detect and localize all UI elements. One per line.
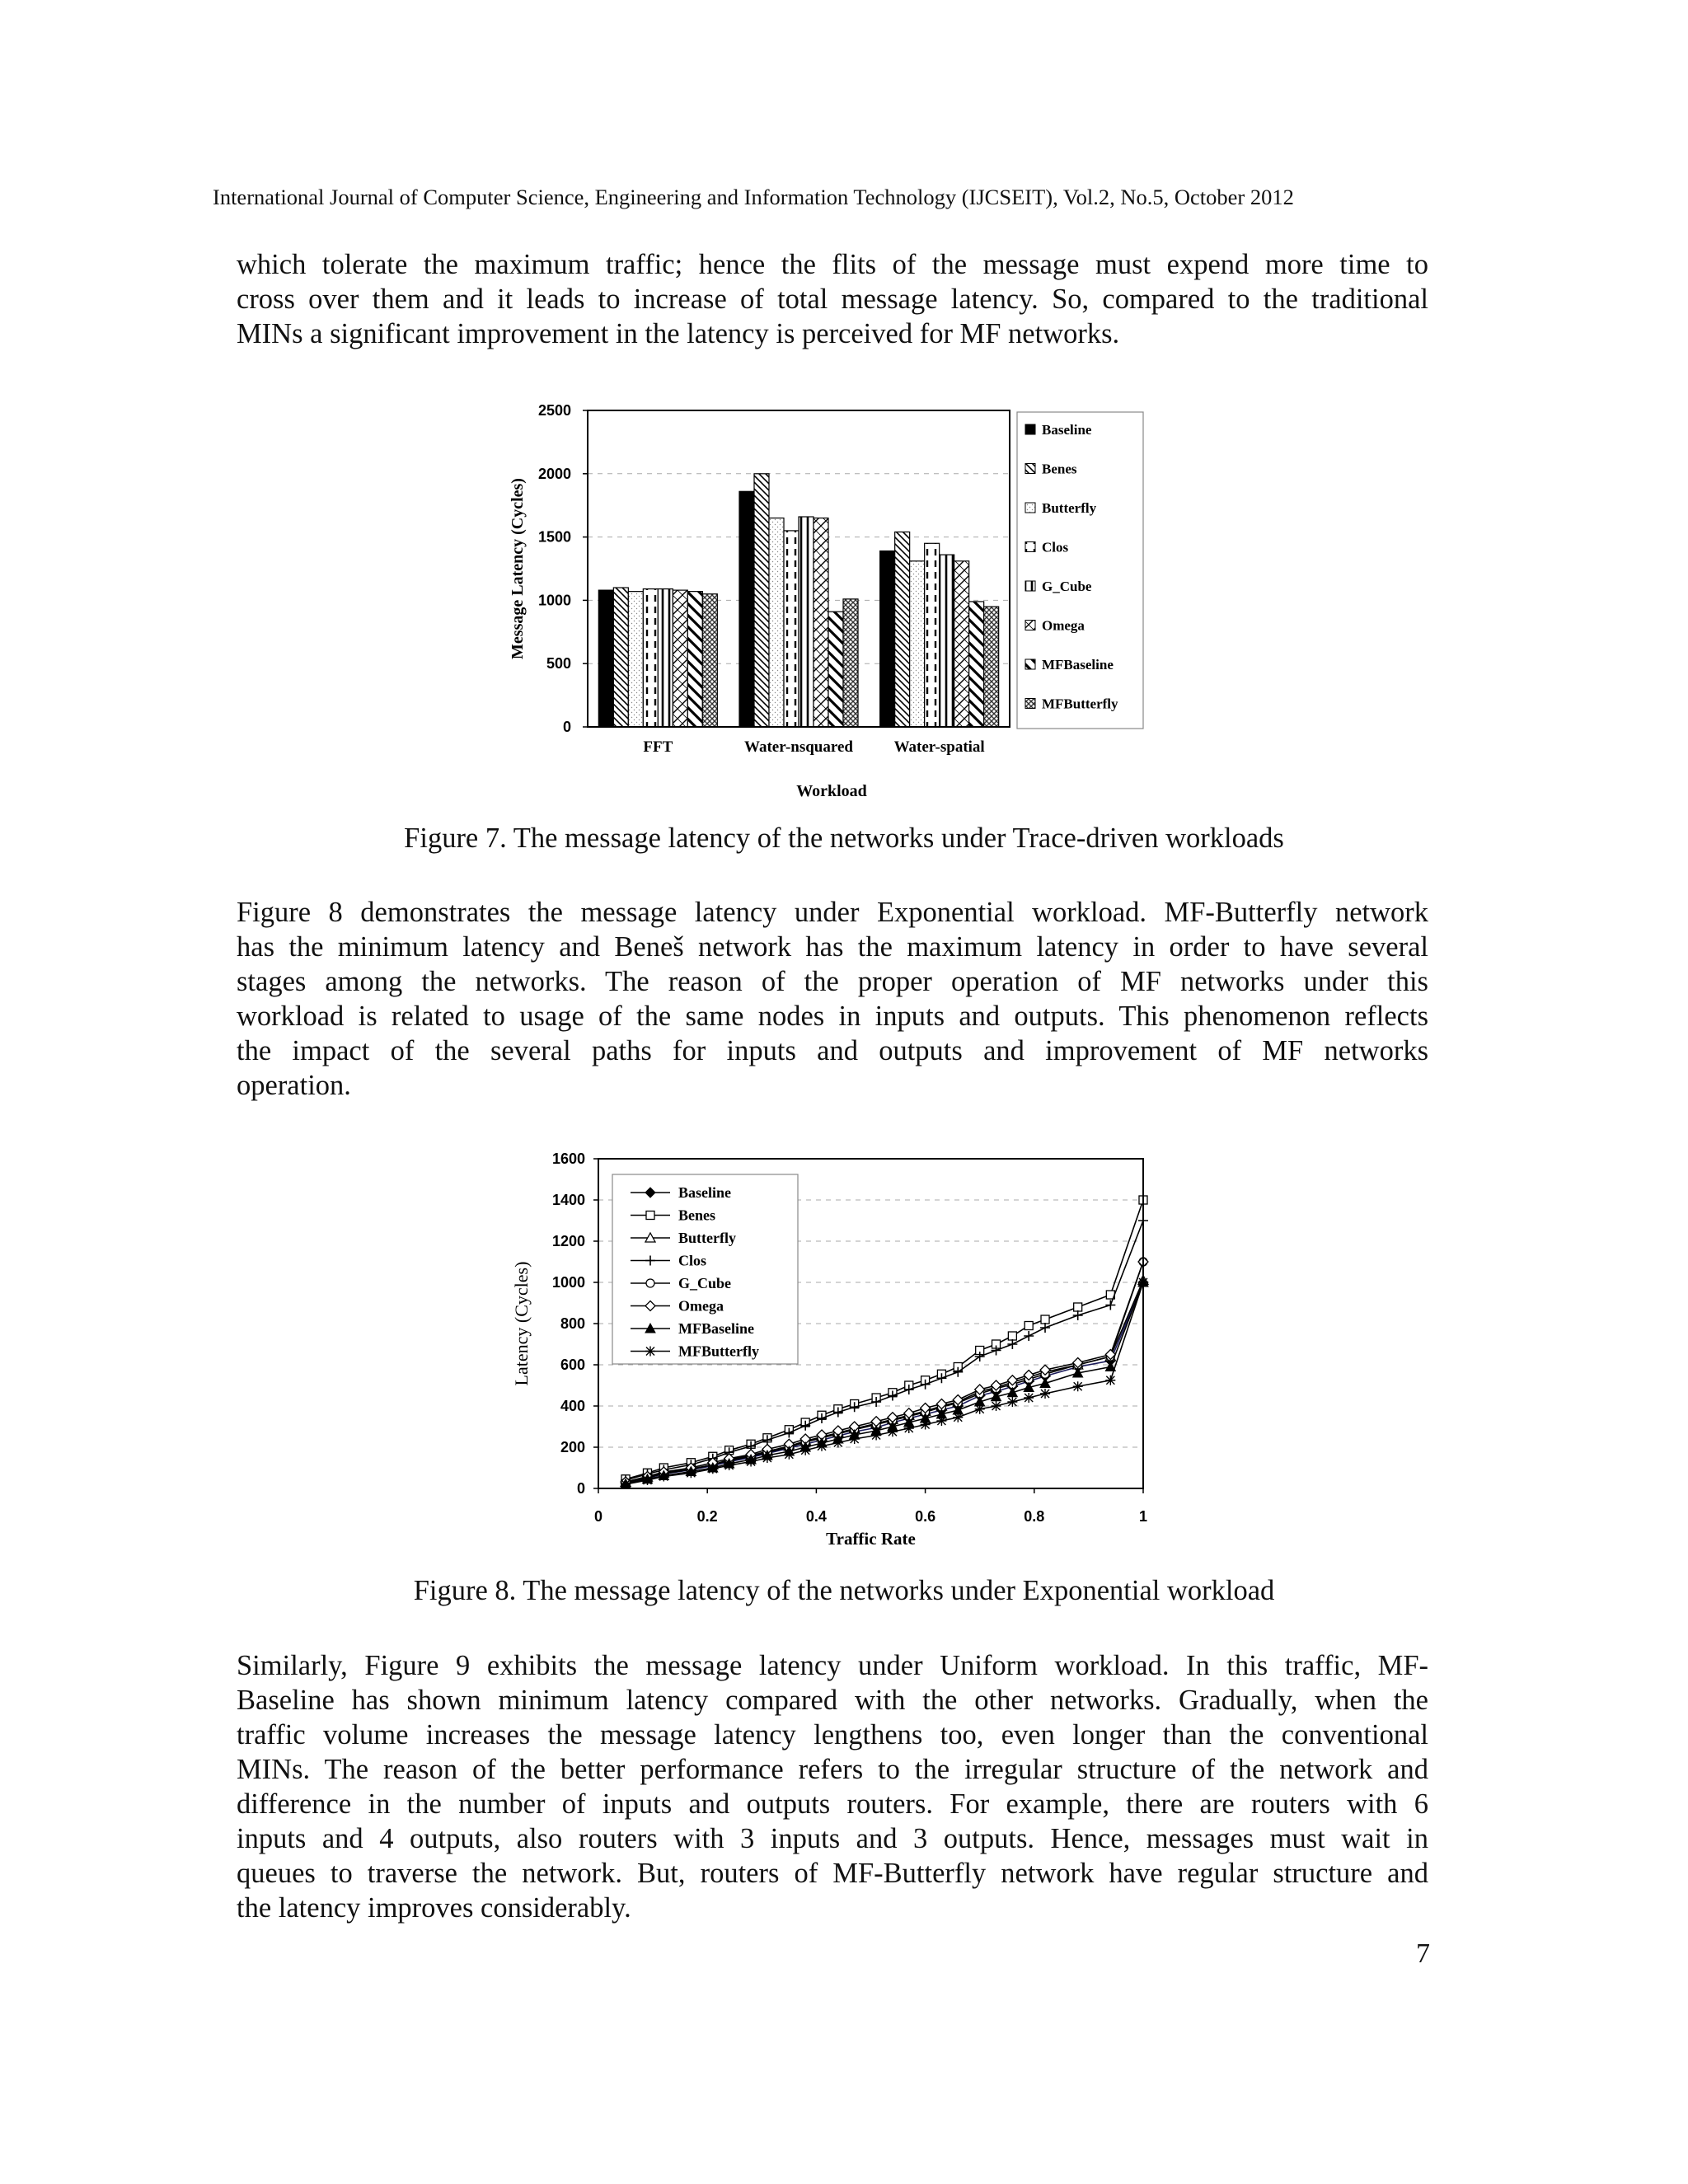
data-point	[888, 1427, 898, 1436]
data-point	[936, 1416, 946, 1426]
y-tick-label: 500	[546, 655, 571, 673]
data-point	[850, 1434, 860, 1444]
data-point	[1073, 1381, 1083, 1391]
y-axis-label: Latency (Cycles)	[511, 1261, 532, 1386]
y-tick-label: 600	[560, 1357, 585, 1373]
bar	[628, 592, 643, 727]
bar	[673, 590, 687, 727]
text-line: inputs and 4 outputs, also routers with 3 inputs and 3 outputs. Hence, messages must wait in	[237, 1823, 1428, 1854]
data-point	[762, 1453, 772, 1463]
y-tick-label: 400	[560, 1398, 585, 1414]
bar	[643, 589, 658, 727]
legend-swatch	[1025, 581, 1035, 591]
figure-7-bar-chart	[495, 387, 1154, 808]
x-tick-label: 0.2	[696, 1508, 718, 1525]
data-point	[784, 1450, 794, 1460]
data-point	[833, 1438, 843, 1448]
x-axis-label: Workload	[796, 782, 867, 800]
legend-swatch	[1025, 503, 1035, 513]
y-tick-label: 1500	[537, 528, 571, 546]
legend-label: MFButterfly	[1042, 696, 1118, 712]
text-line: workload is related to usage of the same nodes in inputs and outputs. This phenomenon reflects	[237, 1001, 1428, 1032]
bar	[769, 518, 784, 727]
y-tick-label: 1600	[551, 1151, 585, 1167]
figure-8-caption: Figure 8. The message latency of the networks under Exponential workload	[413, 1575, 1275, 1606]
text-line: the impact of the several paths for inputs and outputs and improvement of MF networks	[237, 1035, 1428, 1066]
bar	[658, 589, 673, 727]
x-tick-label: 0	[593, 1508, 603, 1525]
data-point	[746, 1457, 756, 1467]
data-point	[724, 1460, 734, 1470]
x-tick-label: 0.4	[805, 1508, 827, 1525]
data-point	[646, 1279, 654, 1287]
text-line: queues to traverse the network. But, routers of MF-Butterfly network have regular structure and	[237, 1858, 1428, 1889]
bar	[925, 543, 940, 727]
y-axis-label: Message Latency (Cycles)	[509, 478, 527, 659]
legend-label: MFBaseline	[678, 1320, 754, 1337]
bar	[910, 561, 925, 727]
text-line: Baseline has shown minimum latency compared with the other networks. Gradually, when the	[237, 1685, 1428, 1716]
legend-swatch	[1025, 699, 1035, 709]
data-point	[1074, 1303, 1082, 1311]
legend-label: MFButterfly	[678, 1343, 759, 1360]
data-point	[642, 1475, 652, 1485]
legend-box	[1017, 412, 1143, 729]
bar	[784, 531, 799, 727]
legend-label: Benes	[1042, 461, 1077, 477]
legend-label: Omega	[1042, 617, 1085, 634]
y-tick-label: 1000	[537, 592, 571, 609]
legend-label: Omega	[678, 1297, 724, 1315]
bar	[739, 491, 754, 727]
journal-header: International Journal of Computer Science, Engineering and Information Technology (IJCSEIT), Vol.2, No.5, October 2012	[213, 185, 1294, 209]
bar	[702, 594, 717, 727]
x-tick-label: Water-nsquared	[744, 738, 853, 756]
legend-label: Baseline	[1042, 422, 1092, 438]
data-point	[659, 1472, 668, 1482]
text-line: traffic volume increases the message latency lengthens too, even longer than the conventional	[237, 1719, 1428, 1750]
data-point	[1007, 1339, 1017, 1349]
data-point	[1007, 1397, 1017, 1407]
text-line: cross over them and it leads to increase of total message latency. So, compared to the traditional	[237, 284, 1428, 315]
data-point	[1073, 1310, 1083, 1320]
bar	[880, 551, 895, 727]
data-point	[1025, 1322, 1033, 1330]
data-point	[921, 1420, 931, 1430]
y-tick-label: 1400	[551, 1192, 585, 1208]
text-line: has the minimum latency and Beneš network has the maximum latency in order to have several	[237, 931, 1428, 963]
x-tick-label: 0.6	[915, 1508, 936, 1525]
data-point	[646, 1212, 654, 1220]
data-point	[1105, 1376, 1115, 1385]
y-tick-label: 2000	[537, 465, 571, 482]
text-line: MINs a significant improvement in the latency is perceived for MF networks.	[237, 318, 1120, 349]
bar	[828, 612, 843, 727]
data-point	[1105, 1301, 1115, 1310]
page-number: 7	[1416, 1938, 1430, 1969]
bar	[954, 561, 969, 727]
legend-swatch	[1025, 542, 1035, 552]
legend-swatch	[1025, 659, 1035, 669]
y-tick-label: 0	[562, 719, 571, 735]
x-tick-label: Water-spatial	[893, 738, 985, 756]
data-point	[645, 1347, 655, 1357]
x-tick-label: 1	[1138, 1508, 1148, 1525]
legend-label: Benes	[678, 1207, 715, 1224]
data-point	[686, 1468, 696, 1478]
text-line: stages among the networks. The reason of the proper operation of MF networks under this	[237, 966, 1428, 997]
x-axis-label: Traffic Rate	[826, 1529, 916, 1549]
legend-label: Butterfly	[1042, 500, 1097, 516]
bar	[940, 555, 954, 727]
text-line: the latency improves considerably.	[237, 1892, 631, 1924]
bar	[984, 607, 999, 727]
x-tick-label: 0.8	[1024, 1508, 1045, 1525]
data-point	[708, 1464, 718, 1474]
data-point	[1024, 1331, 1034, 1341]
data-point	[1024, 1393, 1034, 1403]
legend-label: Clos	[678, 1252, 707, 1269]
text-line: Similarly, Figure 9 exhibits the message latency under Uniform workload. In this traffic, MF-	[237, 1650, 1428, 1681]
y-tick-label: 0	[576, 1480, 585, 1497]
data-point	[953, 1413, 963, 1422]
paragraph-1	[237, 247, 1428, 351]
paragraph-3	[237, 1648, 1428, 1925]
bar	[843, 599, 858, 727]
bar	[895, 532, 910, 727]
figure-7-caption: Figure 7. The message latency of the networks under Trace-driven workloads	[404, 823, 1284, 854]
bar	[754, 474, 769, 727]
data-point	[1008, 1332, 1016, 1340]
text-line: MINs. The reason of the better performance refers to the irregular structure of the network and	[237, 1754, 1428, 1785]
bar	[799, 517, 814, 727]
legend-label: G_Cube	[1042, 579, 1092, 594]
legend-label: Butterfly	[678, 1230, 736, 1246]
legend-label: G_Cube	[678, 1275, 732, 1291]
data-point	[817, 1441, 827, 1451]
data-point	[992, 1401, 1001, 1411]
bar	[814, 518, 828, 727]
legend-swatch	[1025, 424, 1035, 434]
bar	[598, 590, 613, 727]
data-point	[904, 1423, 914, 1433]
text-line: which tolerate the maximum traffic; hence the flits of the message must expend more time to	[237, 249, 1428, 280]
y-tick-label: 2500	[537, 402, 571, 419]
data-point	[1040, 1323, 1050, 1333]
legend-label: MFBaseline	[1042, 657, 1114, 673]
y-tick-label: 1000	[551, 1274, 585, 1291]
y-tick-label: 800	[560, 1315, 585, 1332]
bar	[613, 588, 628, 727]
y-tick-label: 200	[560, 1439, 585, 1455]
paragraph-2	[237, 895, 1428, 1103]
legend-swatch	[1025, 464, 1035, 474]
data-point	[871, 1431, 881, 1441]
text-line: operation.	[237, 1070, 351, 1101]
bar	[687, 592, 702, 727]
data-point	[975, 1404, 985, 1414]
data-point	[800, 1446, 810, 1455]
figure-8-line-chart	[495, 1146, 1154, 1566]
data-point	[1041, 1315, 1049, 1324]
legend-label: Clos	[1042, 539, 1069, 555]
x-tick-label: FFT	[643, 738, 673, 756]
data-point	[1040, 1389, 1050, 1399]
text-line: difference in the number of inputs and outputs routers. For example, there are routers with 6	[237, 1788, 1428, 1820]
y-tick-label: 1200	[551, 1233, 585, 1249]
legend-label: Baseline	[678, 1184, 732, 1201]
text-line: Figure 8 demonstrates the message latency under Exponential workload. MF-Butterfly network	[237, 897, 1428, 928]
legend-swatch	[1025, 621, 1035, 630]
bar	[969, 602, 984, 727]
